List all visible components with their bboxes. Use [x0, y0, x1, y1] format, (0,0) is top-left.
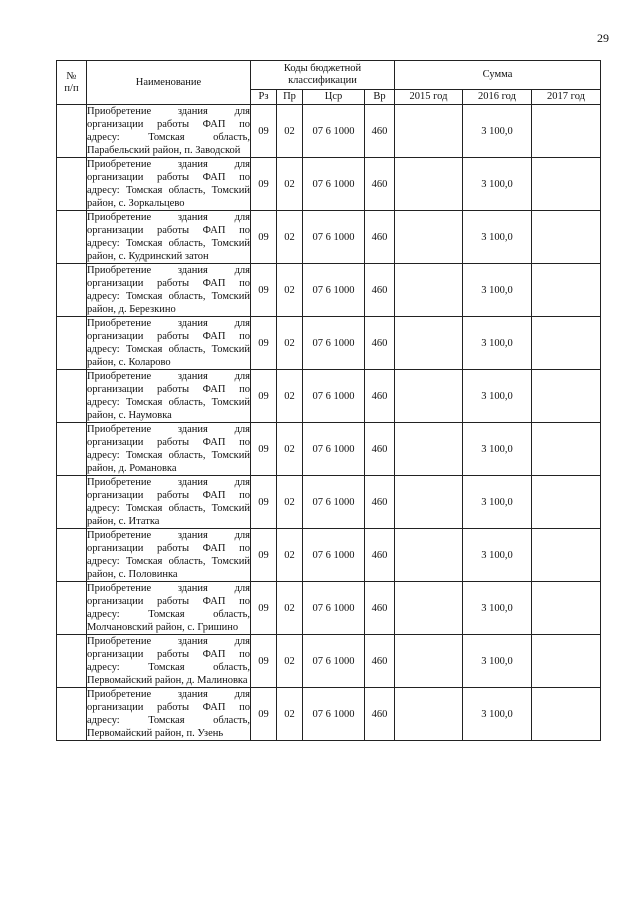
- sum-2015: [395, 264, 463, 317]
- code-vr: 460: [365, 423, 395, 476]
- sum-2015: [395, 476, 463, 529]
- item-name: Приобретение здания для организации работы ФАП по адресу: Томская область, Томский район, с. Итатка: [87, 477, 250, 527]
- table-row: [57, 582, 601, 635]
- row-number-cell: [57, 529, 87, 582]
- sum-2017: [532, 582, 601, 635]
- row-number-cell: [57, 370, 87, 423]
- item-name: Приобретение здания для организации работы ФАП по адресу: Томская область, Томский район, д. Березкино: [87, 265, 250, 315]
- code-pr: 02: [277, 211, 303, 264]
- code-rz: 09: [251, 688, 277, 741]
- header-2016: 2016 год: [463, 90, 532, 105]
- sum-2017: [532, 105, 601, 158]
- sum-2017: [532, 688, 601, 741]
- code-pr: 02: [277, 264, 303, 317]
- code-vr: 460: [365, 264, 395, 317]
- code-rz: 09: [251, 264, 277, 317]
- sum-2016: 3 100,0: [463, 476, 532, 529]
- code-vr: 460: [365, 688, 395, 741]
- table-row: [57, 688, 601, 741]
- code-rz: 09: [251, 370, 277, 423]
- sum-2017: [532, 423, 601, 476]
- row-number-cell: [57, 688, 87, 741]
- code-rz: 09: [251, 476, 277, 529]
- sum-2017: [532, 635, 601, 688]
- sum-2016: 3 100,0: [463, 582, 532, 635]
- header-num: № п/п: [57, 61, 87, 105]
- code-vr: 460: [365, 105, 395, 158]
- code-csr: 07 6 1000: [303, 476, 365, 529]
- code-rz: 09: [251, 582, 277, 635]
- header-2015: 2015 год: [395, 90, 463, 105]
- sum-2017: [532, 158, 601, 211]
- row-number-cell: [57, 423, 87, 476]
- code-vr: 460: [365, 158, 395, 211]
- sum-2016: 3 100,0: [463, 105, 532, 158]
- code-pr: 02: [277, 529, 303, 582]
- code-pr: 02: [277, 582, 303, 635]
- sum-2017: [532, 211, 601, 264]
- header-csr: Цср: [303, 90, 365, 105]
- code-rz: 09: [251, 105, 277, 158]
- table-row: [57, 317, 601, 370]
- item-name: Приобретение здания для организации работы ФАП по адресу: Томская область, Томский район, с. Коларово: [87, 318, 250, 368]
- sum-2015: [395, 211, 463, 264]
- code-csr: 07 6 1000: [303, 688, 365, 741]
- item-name: Приобретение здания для организации работы ФАП по адресу: Томская область, Томский район, с. Кудринский затон: [87, 212, 250, 262]
- sum-2017: [532, 370, 601, 423]
- table-row: [57, 635, 601, 688]
- header-pr: Пр: [277, 90, 303, 105]
- code-csr: 07 6 1000: [303, 158, 365, 211]
- item-name: Приобретение здания для организации работы ФАП по адресу: Томская область, Первомайский район, п. Узень: [87, 689, 250, 739]
- code-vr: 460: [365, 476, 395, 529]
- code-vr: 460: [365, 635, 395, 688]
- sum-2017: [532, 476, 601, 529]
- code-csr: 07 6 1000: [303, 105, 365, 158]
- row-number-cell: [57, 158, 87, 211]
- sum-2015: [395, 105, 463, 158]
- code-csr: 07 6 1000: [303, 317, 365, 370]
- row-number-cell: [57, 317, 87, 370]
- row-number-cell: [57, 105, 87, 158]
- sum-2016: 3 100,0: [463, 158, 532, 211]
- code-vr: 460: [365, 582, 395, 635]
- code-vr: 460: [365, 370, 395, 423]
- sum-2015: [395, 370, 463, 423]
- code-pr: 02: [277, 688, 303, 741]
- sum-2015: [395, 423, 463, 476]
- table-row: [57, 423, 601, 476]
- sum-2017: [532, 264, 601, 317]
- sum-2016: 3 100,0: [463, 529, 532, 582]
- item-name: Приобретение здания для организации работы ФАП по адресу: Томская область, Томский район, д. Романовка: [87, 424, 250, 474]
- item-name: Приобретение здания для организации работы ФАП по адресу: Томская область, Первомайский район, д. Малиновка: [87, 636, 250, 686]
- item-name: Приобретение здания для организации работы ФАП по адресу: Томская область, Томский район, с. Половинка: [87, 530, 250, 580]
- row-number-cell: [57, 264, 87, 317]
- code-pr: 02: [277, 476, 303, 529]
- sum-2017: [532, 529, 601, 582]
- budget-table: [56, 60, 601, 741]
- code-pr: 02: [277, 635, 303, 688]
- row-number-cell: [57, 211, 87, 264]
- header-sum: Сумма: [395, 61, 601, 90]
- code-pr: 02: [277, 370, 303, 423]
- table-row: [57, 158, 601, 211]
- code-csr: 07 6 1000: [303, 370, 365, 423]
- sum-2015: [395, 529, 463, 582]
- sum-2015: [395, 635, 463, 688]
- code-rz: 09: [251, 211, 277, 264]
- row-number-cell: [57, 582, 87, 635]
- table-body: [57, 105, 601, 741]
- table-row: [57, 264, 601, 317]
- sum-2016: 3 100,0: [463, 688, 532, 741]
- item-name: Приобретение здания для организации работы ФАП по адресу: Томская область, Томский район, с. Зоркальцево: [87, 159, 250, 209]
- header-name: Наименование: [87, 61, 251, 105]
- header-2017: 2017 год: [532, 90, 601, 105]
- code-pr: 02: [277, 317, 303, 370]
- row-number-cell: [57, 476, 87, 529]
- sum-2017: [532, 317, 601, 370]
- item-name: Приобретение здания для организации работы ФАП по адресу: Томская область, Томский район, с. Наумовка: [87, 371, 250, 421]
- table-row: [57, 370, 601, 423]
- code-rz: 09: [251, 317, 277, 370]
- code-rz: 09: [251, 423, 277, 476]
- code-csr: 07 6 1000: [303, 423, 365, 476]
- header-vr: Вр: [365, 90, 395, 105]
- sum-2015: [395, 158, 463, 211]
- code-csr: 07 6 1000: [303, 635, 365, 688]
- code-csr: 07 6 1000: [303, 211, 365, 264]
- sum-2016: 3 100,0: [463, 423, 532, 476]
- sum-2016: 3 100,0: [463, 370, 532, 423]
- item-name: Приобретение здания для организации работы ФАП по адресу: Томская область, Парабельский район, п. Заводской: [87, 106, 250, 156]
- code-pr: 02: [277, 158, 303, 211]
- sum-2015: [395, 688, 463, 741]
- code-vr: 460: [365, 211, 395, 264]
- code-vr: 460: [365, 529, 395, 582]
- sum-2015: [395, 582, 463, 635]
- sum-2016: 3 100,0: [463, 317, 532, 370]
- header-rz: Рз: [251, 90, 277, 105]
- header-codes: Коды бюджетной классификации: [251, 61, 395, 90]
- code-rz: 09: [251, 529, 277, 582]
- code-csr: 07 6 1000: [303, 529, 365, 582]
- code-rz: 09: [251, 635, 277, 688]
- table-row: [57, 211, 601, 264]
- item-name: Приобретение здания для организации работы ФАП по адресу: Томская область, Молчановский район, с. Гришино: [87, 583, 250, 633]
- table-row: [57, 529, 601, 582]
- code-pr: 02: [277, 423, 303, 476]
- page-number: 29: [597, 31, 609, 45]
- code-csr: 07 6 1000: [303, 582, 365, 635]
- code-rz: 09: [251, 158, 277, 211]
- sum-2016: 3 100,0: [463, 211, 532, 264]
- code-vr: 460: [365, 317, 395, 370]
- sum-2015: [395, 317, 463, 370]
- sum-2016: 3 100,0: [463, 635, 532, 688]
- table-row: [57, 105, 601, 158]
- table-row: [57, 476, 601, 529]
- code-pr: 02: [277, 105, 303, 158]
- sum-2016: 3 100,0: [463, 264, 532, 317]
- row-number-cell: [57, 635, 87, 688]
- code-csr: 07 6 1000: [303, 264, 365, 317]
